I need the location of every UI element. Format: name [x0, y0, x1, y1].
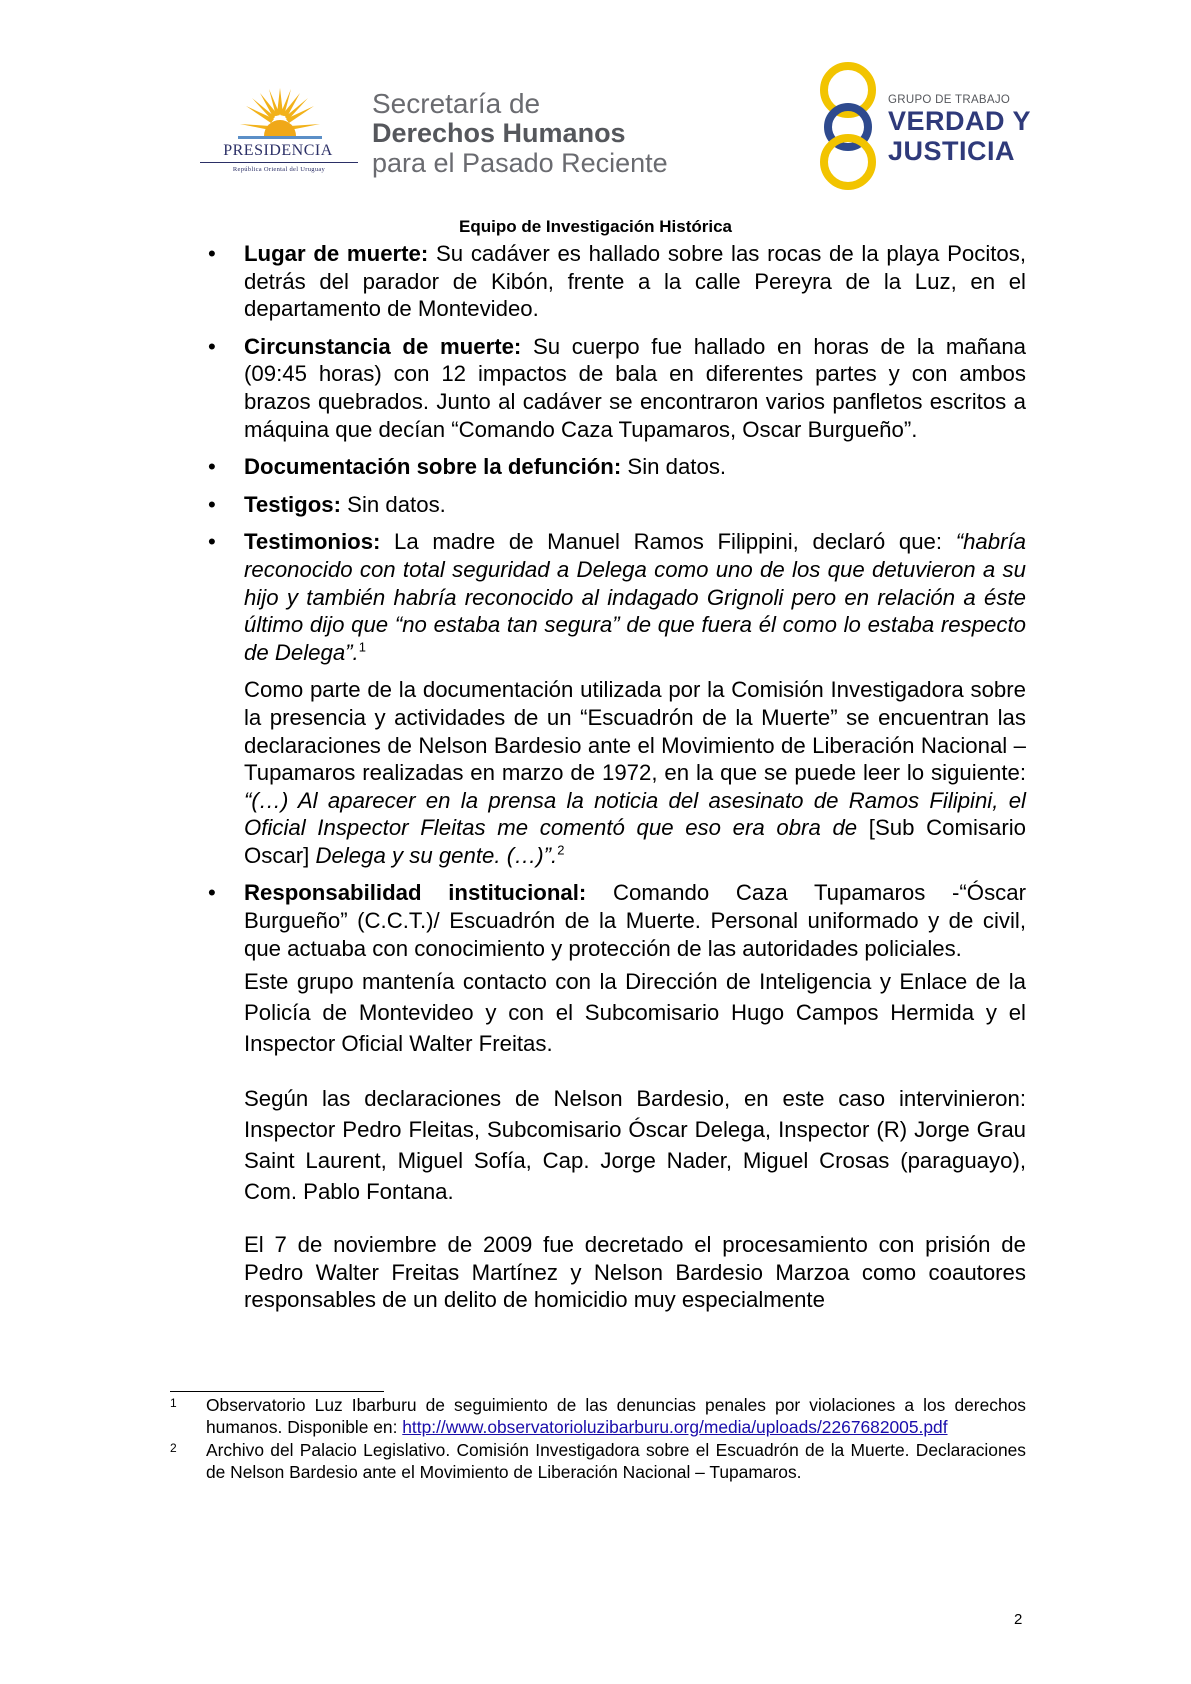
- item-label: Responsabilidad institucional:: [244, 880, 587, 906]
- item-label: Testigos:: [244, 491, 341, 517]
- secretaria-line2: Derechos Humanos: [372, 118, 626, 148]
- footnotes: [170, 1395, 1026, 1485]
- document-body: [208, 240, 1026, 1318]
- item-label: Lugar de muerte:: [244, 241, 429, 266]
- sun-emblem-icon: [238, 84, 322, 144]
- list-item-testigos: [208, 491, 1026, 519]
- item-text: Su cuerpo fue hallado en horas de la mañana (09:45 horas) con 12 impactos de bala en diferentes partes y con ambos brazos quebrados. Junto al cadáver se encontraron varios panfletos escritos a máquina que decían “Comando Caza Tupamaros, Oscar Burgueño”.: [244, 333, 1026, 442]
- list-item-lugar: [208, 240, 1026, 323]
- grupo-line2: JUSTICIA: [888, 136, 1016, 166]
- quote-bracket: [Sub Comisario Oscar]: [244, 815, 1026, 868]
- footnote-number: 2: [170, 1441, 177, 1455]
- list-item-testimonios: [208, 528, 1026, 666]
- spacer: [208, 1211, 1026, 1231]
- secretaria-line3: para el Pasado Reciente: [372, 148, 668, 178]
- item-label: Circunstancia de muerte:: [244, 333, 522, 359]
- footnote-number: 1: [170, 1396, 177, 1410]
- grupo-small-label: GRUPO DE TRABAJO: [888, 94, 1011, 106]
- item-text: Su cadáver es hallado sobre las rocas de la playa Pocitos, detrás del parador de Kibón, frente a la calle Pereyra de la Luz, en el departamento de Montevideo.: [244, 241, 1027, 322]
- item-text: Sin datos.: [621, 454, 727, 480]
- presidencia-subtitle: República Oriental del Uruguay: [232, 166, 326, 173]
- bullet: •: [208, 880, 216, 906]
- list-item-documentacion: [208, 453, 1026, 481]
- grupo-line1: VERDAD Y: [888, 106, 1032, 136]
- page-number: 2: [1014, 1611, 1023, 1628]
- responsabilidad-paragraph-3: Según las declaraciones de Nelson Bardesio, en este caso intervinieron: Inspector Pedro Fleitas, Subcomisario Óscar Delega, Inspector (R) Jorge Grau Saint Laurent, Miguel Sofía, Cap. Jorge Nader, Miguel Crosas (paraguayo), Com. Pablo Fontana.: [244, 1086, 1026, 1205]
- testimonios-paragraph-2: [208, 676, 1026, 869]
- item-label: Documentación sobre la defunción:: [244, 454, 622, 480]
- testimony-quote: “habría reconocido con total seguridad a Delega como uno de los que detuvieron a su hijo y también habría reconocido al indagado Grignoli pero en relación a éste último dijo que “no estaba tan segura” de que fuera él como lo estaba respecto de Delega”.: [244, 529, 1026, 665]
- item-text: Comando Caza Tupamaros -“Óscar Burgueño” (C.C.T.)/ Escuadrón de la Muerte. Personal uniformado y de civil, que actuaba con conocimiento y protección de las autoridades policiales.: [244, 880, 1026, 961]
- item-text: La madre de Manuel Ramos Filippini, declaró que:: [380, 529, 956, 555]
- bullet: •: [208, 491, 216, 517]
- bullet: •: [208, 333, 216, 359]
- footnote-text: Archivo del Palacio Legislativo. Comisión Investigadora sobre el Escuadrón de la Muerte. Declaraciones de Nelson Bardesio ante el Movimiento de Liberación Nacional – Tupamaros.: [206, 1440, 1026, 1482]
- footnote-ref-1[interactable]: 1: [358, 639, 366, 655]
- list-item-circunstancia: [208, 333, 1026, 443]
- quote-part-2: Delega y su gente. (…)”.: [309, 842, 558, 868]
- presidencia-divider: [200, 162, 358, 163]
- list-item-responsabilidad: [208, 879, 1026, 962]
- item-label: Testimonios:: [244, 529, 381, 555]
- secretaria-line1: Secretaría de: [372, 88, 541, 119]
- footnote-2: [170, 1440, 1026, 1483]
- verdad-justicia-rings-icon: [808, 62, 888, 192]
- page-header: [0, 0, 1191, 215]
- team-title: Equipo de Investigación Histórica: [459, 217, 732, 236]
- presidencia-name: PRESIDENCIA: [223, 142, 333, 159]
- bullet: •: [208, 529, 216, 555]
- secretaria-logo-text: [372, 88, 668, 178]
- verdad-justicia-logo-text: [888, 94, 1031, 166]
- footnote-link[interactable]: http://www.observatorioluzibarburu.org/media/uploads/2267682005.pdf: [402, 1416, 948, 1437]
- paragraph-text: Como parte de la documentación utilizada por la Comisión Investigadora sobre la presencia y actividades de un “Escuadrón de la Muerte” se encuentran las declaraciones de Nelson Bardesio ante el Movimiento de Liberación Nacional – Tupamaros realizadas en marzo de 1972, en la que se puede leer lo siguiente:: [244, 677, 1026, 786]
- responsabilidad-paragraph-4: El 7 de noviembre de 2009 fue decretado el procesamiento con prisión de Pedro Walter Freitas Martínez y Nelson Bardesio Marzoa como coautores responsables de un delito de homicidio muy especialmente: [244, 1232, 1026, 1313]
- item-text: Sin datos.: [340, 491, 446, 517]
- bullet: •: [208, 241, 216, 266]
- footnote-text: Observatorio Luz Ibarburu de seguimiento de las denuncias penales por violaciones a los derechos humanos. Disponible en:: [206, 1395, 1026, 1437]
- footnote-1: [170, 1395, 1026, 1438]
- quote-part-1: “(…) Al aparecer en la prensa la noticia del asesinato de Ramos Filipini, el Oficial Inspector Fleitas me comentó que eso era obra de: [244, 787, 1026, 841]
- bullet: •: [208, 454, 216, 480]
- footnote-ref-2[interactable]: 2: [557, 842, 565, 858]
- responsabilidad-paragraph-2: Este grupo mantenía contacto con la Dirección de Inteligencia y Enlace de la Policía de Montevideo y con el Subcomisario Hugo Campos Hermida y el Inspector Oficial Walter Freitas.: [244, 969, 1026, 1057]
- spacer: [208, 1063, 1026, 1083]
- footnote-separator: [170, 1391, 384, 1392]
